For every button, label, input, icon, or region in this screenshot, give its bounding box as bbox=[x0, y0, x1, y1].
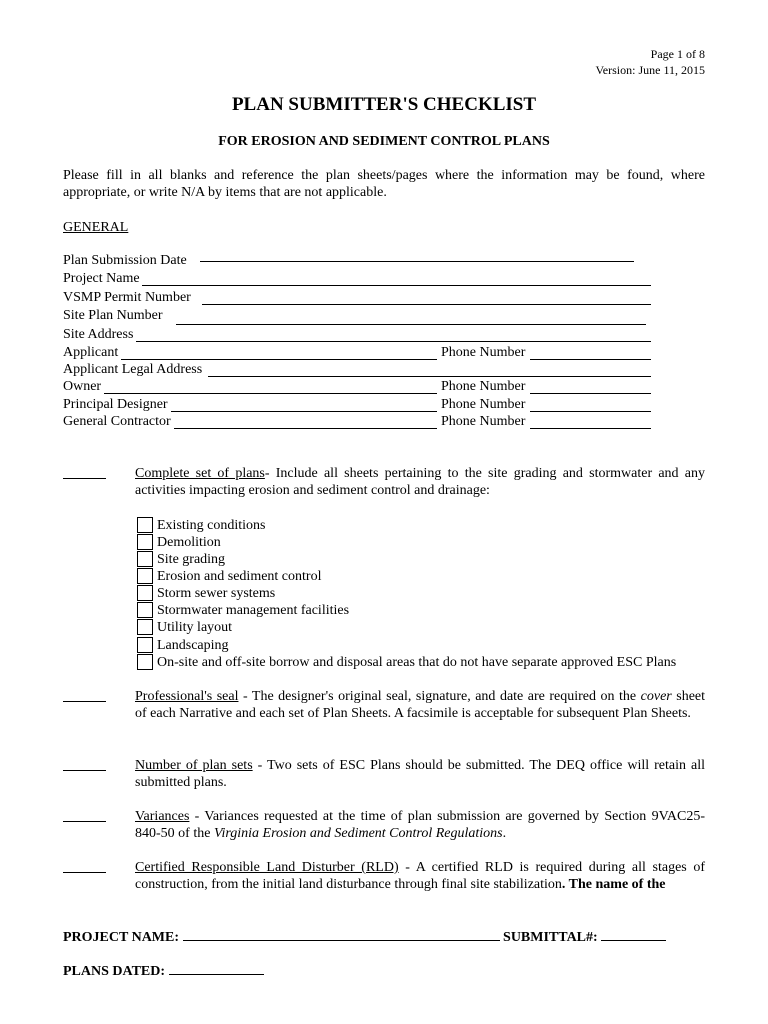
checkbox-label: Demolition bbox=[157, 535, 221, 550]
item-text-emphasis: Virginia Erosion and Sediment Control Regulations bbox=[213, 826, 503, 841]
item-title: Complete set of plans bbox=[135, 466, 265, 481]
item-variances bbox=[135, 808, 705, 842]
field-label: VSMP Permit Number bbox=[63, 290, 191, 305]
checkbox-label: Utility layout bbox=[157, 620, 233, 635]
field-label: Principal Designer bbox=[63, 397, 168, 412]
field-owner[interactable] bbox=[63, 379, 663, 396]
phone-label: Phone Number bbox=[441, 414, 526, 429]
phone-label: Phone Number bbox=[441, 397, 526, 412]
field-site-plan-number[interactable] bbox=[63, 308, 663, 325]
version-date: Version: June 11, 2015 bbox=[595, 63, 705, 77]
field-applicant[interactable] bbox=[63, 345, 663, 362]
item-text: sheet of each Narrative and each set of Plan Sheets. A facsimile is acceptable for subsequent Plan Sheets. bbox=[135, 689, 706, 721]
check-blank-complete-set[interactable] bbox=[63, 478, 106, 479]
item-text: - Include all sheets pertaining to the site grading and stormwater and any activities impacting erosion and sediment control and drainage: bbox=[135, 466, 705, 498]
field-vsmp-permit-number[interactable] bbox=[63, 290, 663, 307]
item-text: . bbox=[502, 826, 507, 841]
field-label: Plan Submission Date bbox=[63, 253, 187, 268]
field-input-line[interactable] bbox=[121, 359, 437, 360]
intro-paragraph: Please fill in all blanks and reference the plan sheets/pages where the information may be found, where appropriate, or write N/A by items that are not applicable. bbox=[63, 168, 705, 200]
phone-input-line[interactable] bbox=[530, 428, 651, 429]
item-rld bbox=[135, 859, 705, 893]
phone-label: Phone Number bbox=[441, 345, 526, 360]
item-complete-set bbox=[135, 465, 705, 499]
footer-plans-dated-input[interactable] bbox=[169, 961, 264, 975]
field-label: Applicant bbox=[63, 345, 119, 360]
page-title: PLAN SUBMITTER'S CHECKLIST bbox=[231, 94, 537, 115]
field-label: Site Address bbox=[63, 327, 134, 342]
field-site-address[interactable] bbox=[63, 327, 663, 344]
checkbox-label: Existing conditions bbox=[157, 518, 266, 533]
section-heading-general: GENERAL bbox=[63, 220, 129, 235]
item-professional-seal bbox=[135, 688, 705, 722]
checkbox[interactable] bbox=[137, 517, 153, 533]
field-input-line[interactable] bbox=[136, 341, 651, 342]
field-input-line[interactable] bbox=[142, 285, 651, 286]
item-title: Certified Responsible Land Disturber (RLD) bbox=[135, 860, 399, 875]
field-input-line[interactable] bbox=[174, 428, 437, 429]
item-number-of-plan-sets bbox=[135, 757, 705, 791]
field-input-line[interactable] bbox=[176, 324, 646, 325]
checkbox-label: Landscaping bbox=[157, 638, 229, 653]
item-title: Professional's seal bbox=[135, 689, 239, 704]
field-project-name[interactable] bbox=[63, 271, 663, 288]
checkbox[interactable] bbox=[137, 637, 153, 653]
field-principal-designer[interactable] bbox=[63, 397, 663, 414]
item-text: - The designer's original seal, signature, and date are required on the bbox=[238, 689, 641, 704]
item-text: - Two sets of ESC Plans should be submitted. The DEQ office will retain all submitted plans. bbox=[135, 758, 705, 790]
checkbox[interactable] bbox=[137, 585, 153, 601]
field-input-line[interactable] bbox=[200, 261, 634, 262]
field-applicant-legal-address[interactable] bbox=[63, 362, 663, 379]
page-number: Page 1 of 8 bbox=[650, 47, 705, 61]
field-label: Applicant Legal Address bbox=[63, 362, 203, 377]
footer-project-name-label: PROJECT NAME: bbox=[63, 930, 180, 945]
field-label: Owner bbox=[63, 379, 102, 394]
field-label: Project Name bbox=[63, 271, 140, 286]
item-title: Variances bbox=[135, 809, 190, 824]
item-text-bold: . The name of the bbox=[561, 877, 666, 892]
item-text: - Variances requested at the time of plan submission are governed by Section 9VAC25-840-50 of the bbox=[135, 809, 705, 841]
check-blank-number-of-plan-sets[interactable] bbox=[63, 770, 106, 771]
checkbox-label: Site grading bbox=[157, 552, 226, 567]
checkbox[interactable] bbox=[137, 654, 153, 670]
item-text: - A certified RLD is required during all stages of construction, from the initial land disturbance through final site stabilization bbox=[135, 860, 706, 892]
item-text-emphasis: cover bbox=[640, 689, 672, 704]
field-label: Site Plan Number bbox=[63, 308, 163, 323]
footer-submittal-label: SUBMITTAL#: bbox=[503, 930, 598, 945]
footer-submittal-input[interactable] bbox=[601, 927, 666, 941]
checkbox[interactable] bbox=[137, 534, 153, 550]
checkbox-label: Stormwater management facilities bbox=[157, 603, 350, 618]
field-label: General Contractor bbox=[63, 414, 171, 429]
page-subtitle: FOR EROSION AND SEDIMENT CONTROL PLANS bbox=[218, 134, 550, 149]
checkbox[interactable] bbox=[137, 551, 153, 567]
footer-plans-dated-line bbox=[63, 961, 264, 980]
phone-label: Phone Number bbox=[441, 379, 526, 394]
checkbox[interactable] bbox=[137, 619, 153, 635]
footer-project-name-input[interactable] bbox=[183, 927, 500, 941]
check-blank-variances[interactable] bbox=[63, 821, 106, 822]
field-general-contractor[interactable] bbox=[63, 414, 663, 431]
phone-input-line[interactable] bbox=[530, 411, 651, 412]
phone-input-line[interactable] bbox=[530, 393, 651, 394]
field-plan-submission-date[interactable] bbox=[63, 253, 663, 270]
checkbox-label: Erosion and sediment control bbox=[157, 569, 322, 584]
checkbox-label: Storm sewer systems bbox=[157, 586, 276, 601]
field-input-line[interactable] bbox=[171, 411, 437, 412]
checkbox-label: On-site and off-site borrow and disposal areas that do not have separate approved ESC Plans bbox=[157, 655, 677, 670]
phone-input-line[interactable] bbox=[530, 359, 651, 360]
footer-project-line bbox=[63, 927, 666, 946]
field-input-line[interactable] bbox=[208, 376, 651, 377]
check-blank-rld[interactable] bbox=[63, 872, 106, 873]
field-input-line[interactable] bbox=[104, 393, 437, 394]
check-blank-professional-seal[interactable] bbox=[63, 701, 106, 702]
footer-plans-dated-label: PLANS DATED: bbox=[63, 964, 166, 979]
field-input-line[interactable] bbox=[202, 304, 651, 305]
item-title: Number of plan sets bbox=[135, 758, 253, 773]
checkbox[interactable] bbox=[137, 602, 153, 618]
checkbox[interactable] bbox=[137, 568, 153, 584]
